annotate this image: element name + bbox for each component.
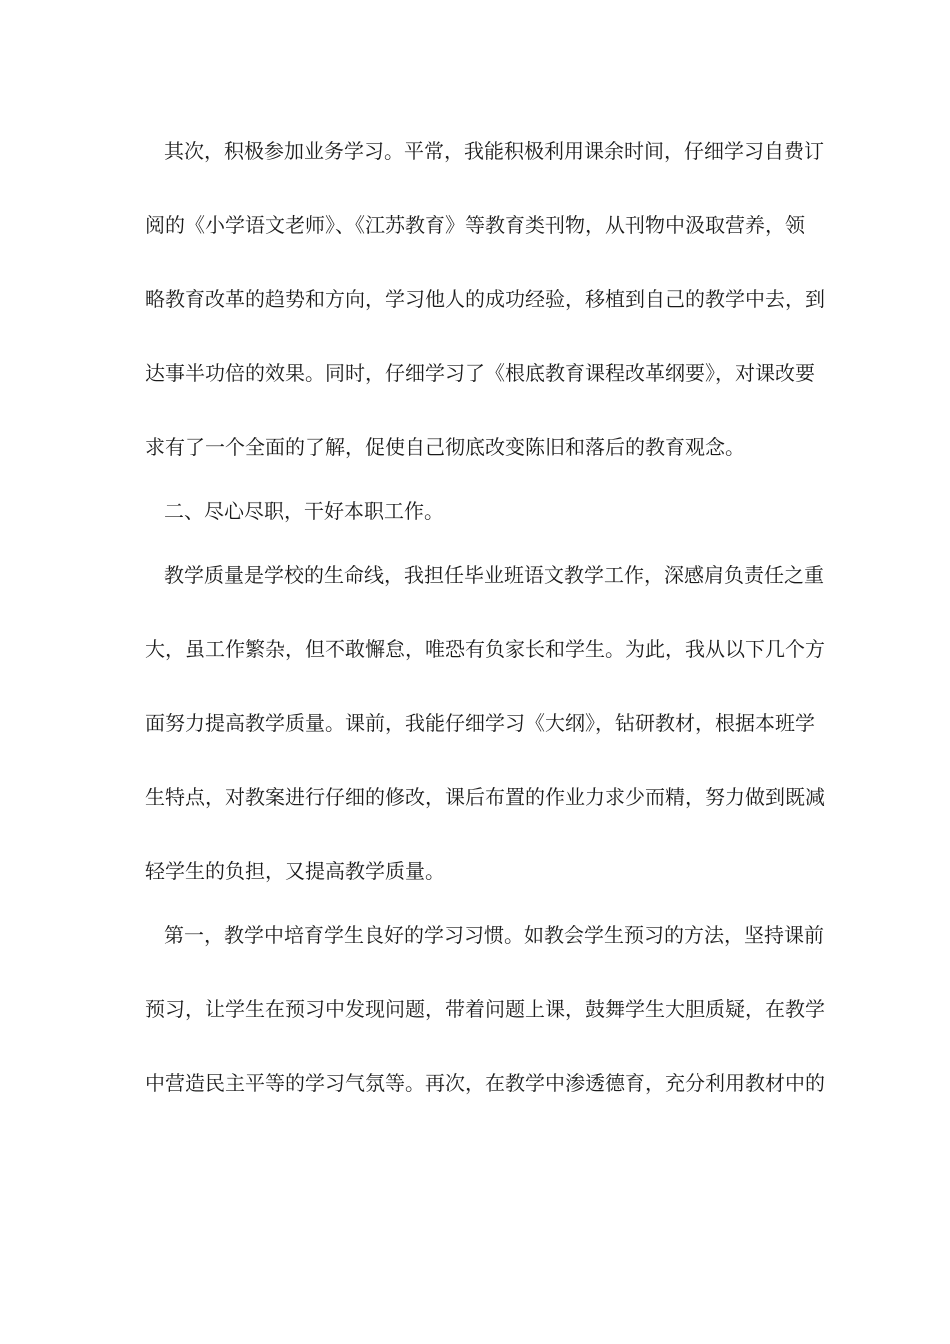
paragraph-line: 面努力提高教学质量。课前，我能仔细学习《大纲》，钻研教材，根据本班学 <box>145 711 815 735</box>
paragraph-line: 中营造民主平等的学习气氛等。再次，在教学中渗透德育，充分利用教材中的 <box>145 1071 825 1095</box>
section-heading: 二、尽心尽职，干好本职工作。 <box>164 499 444 523</box>
paragraph-line: 达事半功倍的效果。同时，仔细学习了《根底教育课程改革纲要》，对课改要 <box>145 361 815 385</box>
paragraph-line: 大，虽工作繁杂，但不敢懈怠，唯恐有负家长和学生。为此，我从以下几个方 <box>145 637 825 661</box>
paragraph-line: 轻学生的负担，又提高教学质量。 <box>145 859 445 883</box>
paragraph-line: 阅的《小学语文老师》、《江苏教育》等教育类刊物，从刊物中汲取营养，领 <box>145 213 805 237</box>
paragraph-line: 教学质量是学校的生命线，我担任毕业班语文教学工作，深感肩负责任之重 <box>164 563 824 587</box>
paragraph-line: 求有了一个全面的了解，促使自己彻底改变陈旧和落后的教育观念。 <box>145 435 745 459</box>
paragraph-line: 第一，教学中培育学生良好的学习习惯。如教会学生预习的方法，坚持课前 <box>164 923 824 947</box>
paragraph-line: 略教育改革的趋势和方向，学习他人的成功经验，移植到自己的教学中去，到 <box>145 287 825 311</box>
paragraph-line: 其次，积极参加业务学习。平常，我能积极利用课余时间，仔细学习自费订 <box>164 139 824 163</box>
paragraph-line: 生特点，对教案进行仔细的修改，课后布置的作业力求少而精，努力做到既减 <box>145 785 825 809</box>
paragraph-line: 预习，让学生在预习中发现问题，带着问题上课，鼓舞学生大胆质疑，在教学 <box>145 997 825 1021</box>
